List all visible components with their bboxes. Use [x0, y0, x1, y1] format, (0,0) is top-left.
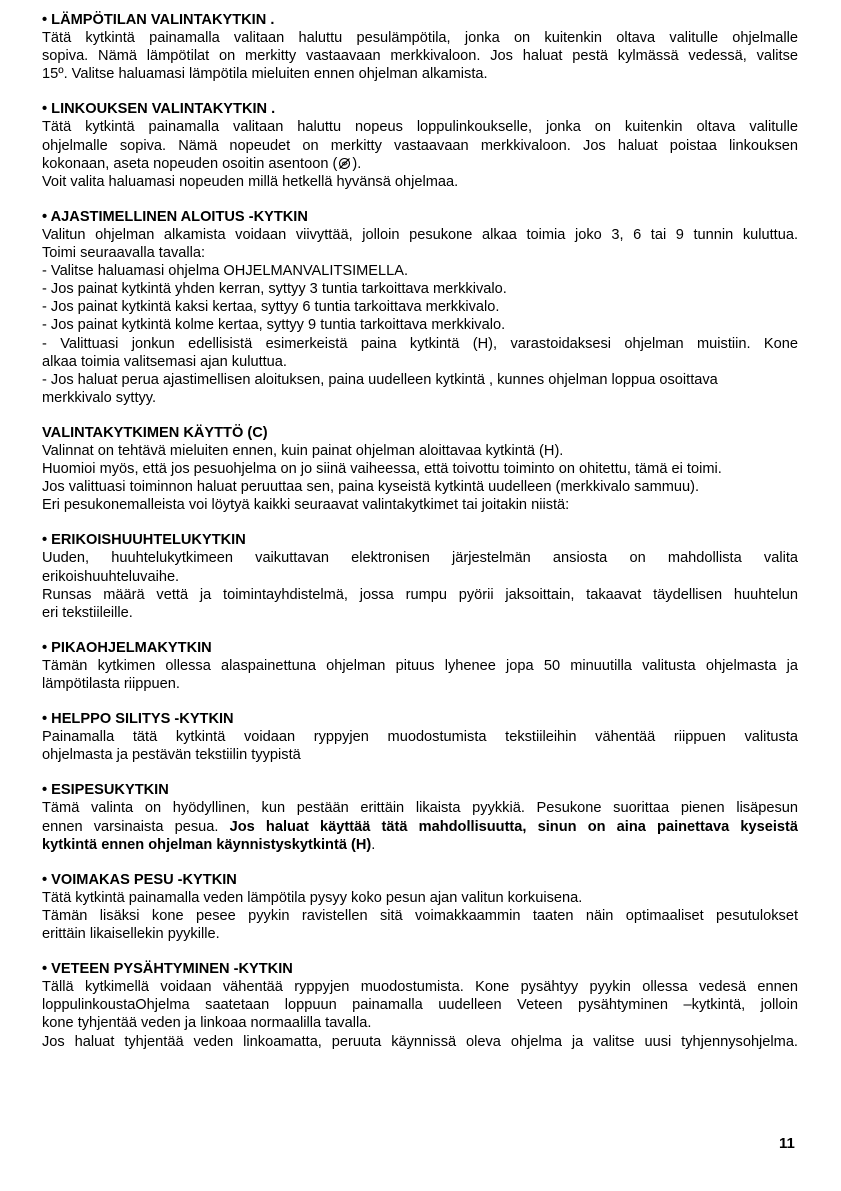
section-intensive-wash [42, 871, 798, 943]
text-line: Jos valittuasi toiminnon haluat peruuttaa sen, paina kyseistä kytkintä uudelleen (merkkivalo sammuu). [42, 479, 700, 496]
text-line: Tällä kytkimellä voidaan vähentää ryppyjen muodostumista. Kone pysähtyy pyykin ollessa vedesä ennen [42, 979, 798, 996]
section-heading: • HELPPO SILITYS -KYTKIN [42, 711, 234, 728]
text-line: ohjelmasta ja pestävän tekstiilin tyypistä [42, 747, 301, 764]
section-heading: • AJASTIMELLINEN ALOITUS -KYTKIN [42, 208, 308, 225]
list-item: - Jos painat kytkintä kaksi kertaa, syttyy 6 tuntia tarkoittava merkkivalo. [42, 299, 500, 316]
section-heading: • ERIKOISHUUHTELUKYTKIN [42, 532, 246, 549]
text-line: merkkivalo syttyy. [42, 389, 157, 406]
text-line: Eri pesukonemalleista voi löytyä kaikki seuraavat valintakytkimet tai joitakin niistä: [42, 497, 570, 514]
text-line: 15º. Valitse haluamasi lämpötila mieluiten ennen ohjelman alkamista. [42, 66, 488, 83]
section-heading: • PIKAOHJELMAKYTKIN [42, 639, 212, 656]
section-heading: • VOIMAKAS PESU -KYTKIN [42, 871, 237, 888]
list-item: - Jos haluat perua ajastimellisen aloituksen, paina uudelleen kytkintä , kunnes ohjelman loppua osoittava [42, 371, 718, 388]
text-line: Tätä kytkintä painamalla valitaan haluttu nopeus loppulinkoukselle, jonka on kuitenkin oltava valitulle [42, 119, 798, 136]
section-rinse-hold [42, 960, 798, 1050]
text-line: Runsas määrä vettä ja toimintayhdistelmä, jossa rumpu pyörii jaksoittain, takaavat täydellisen huuhtelun [42, 586, 798, 603]
text-line: alkaa toimia valitsemasi ajan kuluttua. [42, 353, 287, 370]
section-quick-program [42, 639, 798, 693]
section-temperature-selector [42, 11, 798, 83]
text-line: erikoishuuhteluvaihe. [42, 568, 180, 585]
manual-page [42, 11, 798, 1051]
section-option-switch-usage [42, 424, 798, 514]
text-fragment: kokonaan, aseta nopeuden osoitin asentoon ( [42, 155, 338, 172]
text-fragment: . [371, 836, 376, 853]
section-extra-rinse [42, 531, 798, 621]
text-line: Huomioi myös, että jos pesuohjelma on jo siinä vaiheessa, että toivottu toiminto on ohitettu, tämä ei toimi. [42, 461, 722, 478]
text-line: sopiva. Nämä lämpötilat on merkitty vastaavaan merkkivaloon. Jos haluat pestä kylmässä vedessä, valitse [42, 48, 798, 65]
text-line: Toimi seuraavalla tavalla: [42, 245, 206, 262]
text-line: Uuden, huuhtelukytkimeen vaikuttavan elektronisen järjestelmän ansiosta on mahdollista valita [42, 550, 798, 567]
text-line: ohjelmalle sopiva. Nämä nopeudet on merkitty vastaavaan merkkivaloon. Jos haluat poistaa linkouksen [42, 137, 798, 154]
section-heading: • LINKOUKSEN VALINTAKYTKIN . [42, 101, 276, 118]
text-line: Jos haluat tyhjentää veden linkoamatta, peruuta käynnissä oleva ohjelma ja valitse uusi tyhjennysohjelma. [42, 1033, 798, 1050]
text-line: Tämän lisäksi kone pesee pyykin ravistellen sitä voimakkaammin taaten näin optimaaliset pesutulokset [42, 907, 798, 924]
text-line: Tämän kytkimen ollessa alaspainettuna ohjelman pituus lyhenee jopa 50 minuutilla valitusta ohjelmasta ja [42, 657, 798, 674]
list-item: - Jos painat kytkintä yhden kerran, syttyy 3 tuntia tarkoittava merkkivalo. [42, 281, 507, 298]
text-line: Painamalla tätä kytkintä voidaan ryppyjen muodostumista tekstiileihin vähentää riippuen valitusta [42, 729, 798, 746]
page-number: 11 [779, 1135, 795, 1152]
section-delayed-start [42, 208, 798, 407]
no-spin-icon [338, 157, 351, 170]
section-heading: • VETEEN PYSÄHTYMINEN -KYTKIN [42, 961, 293, 978]
bold-text-fragment: Jos haluat käyttää tätä mahdollisuutta, sinun on aina painettava kyseistä [229, 818, 798, 835]
section-heading: • LÄMPÖTILAN VALINTAKYTKIN . [42, 12, 275, 28]
text-line: erittäin likaisellekin pyykille. [42, 926, 220, 943]
text-line: Valitun ohjelman alkamista voidaan viivyttää, jolloin pesukone alkaa toimia joko 3, 6 tai 9 tunnin kuluttua. [42, 226, 798, 243]
text-line: Tätä kytkintä painamalla valitaan haluttu pesulämpötila, jonka on kuitenkin oltava valitulle ohjelmalle [42, 30, 798, 47]
text-fragment: ennen varsinaista pesua. [42, 818, 230, 835]
list-item: - Valitse haluamasi ohjelma OHJELMANVALITSIMELLA. [42, 263, 409, 280]
text-line: Tämä valinta on hyödyllinen, kun pestään erittäin likaista pyykkiä. Pesukone suorittaa pienen lisäpesun [42, 800, 798, 817]
text-line: lämpötilasta riippuen. [42, 676, 180, 692]
text-line: kone tyhjentää veden ja linkoaa normaalilla tavalla. [42, 1015, 372, 1032]
bold-text-fragment: kytkintä ennen ohjelman käynnistyskytkintä (H) [42, 836, 372, 853]
list-item: - Jos painat kytkintä kolme kertaa, syttyy 9 tuntia tarkoittava merkkivalo. [42, 317, 506, 334]
text-line: Tätä kytkintä painamalla veden lämpötila pysyy koko pesun ajan valitun korkuisena. [42, 889, 583, 906]
text-line: eri tekstiileille. [42, 604, 133, 621]
section-heading: VALINTAKYTKIMEN KÄYTTÖ (C) [42, 424, 268, 441]
text-line [42, 836, 798, 854]
section-prewash [42, 781, 798, 853]
section-easy-iron [42, 710, 798, 764]
text-line: Voit valita haluamasi nopeuden millä hetkellä hyvänsä ohjelmaa. [42, 173, 459, 190]
section-heading: • ESIPESUKYTKIN [42, 782, 169, 799]
text-line [42, 155, 798, 173]
text-line [42, 818, 798, 836]
text-line: Valinnat on tehtävä mieluiten ennen, kuin painat ohjelman aloittavaa kytkintä (H). [42, 442, 564, 459]
text-fragment: ). [352, 155, 362, 172]
text-line: loppulinkoustaOhjelma saatetaan loppuun painamalla uudelleen Veteen pysähtyminen –kytkintä, jolloin [42, 997, 798, 1014]
section-spin-selector [42, 100, 798, 190]
list-item: - Valittuasi jonkun edellisistä esimerkeistä paina kytkintä (H), varastoidaksesi ohjelman muistiin. Kone [42, 335, 798, 352]
